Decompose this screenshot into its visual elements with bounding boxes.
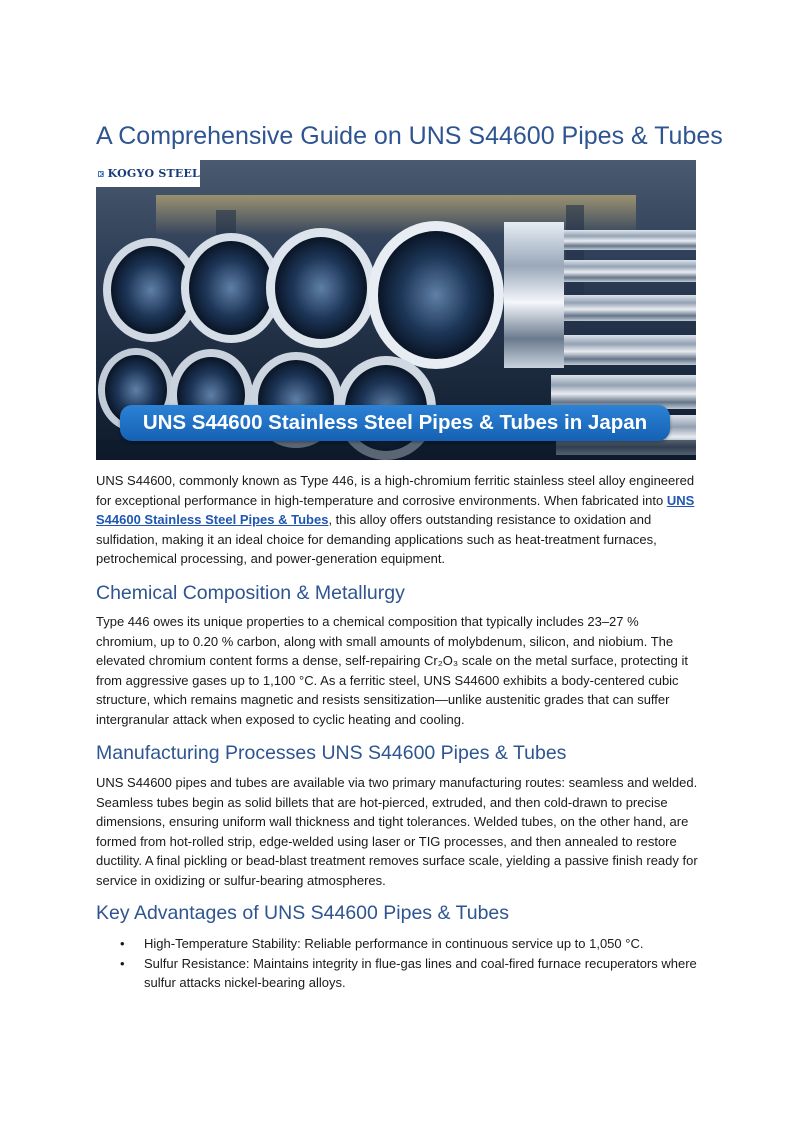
kogyo-k-icon — [98, 164, 104, 184]
list-item-text: High-Temperature Stability: Reliable performance in continuous service up to 1,050 °C. — [144, 936, 644, 951]
intro-text-end: , this alloy offers outstanding resistance to oxidation and sulfidation, making it an ideal choice for demanding applications such as heat-treatment furnaces, petrochemical processing, and power-generation equipment. — [96, 512, 657, 566]
bullet-icon: • — [120, 955, 125, 971]
hero-banner: UNS S44600 Stainless Steel Pipes & Tubes in Japan — [120, 405, 670, 441]
composition-paragraph: Type 446 owes its unique properties to a chemical composition that typically includes 23–27 % chromium, up to 0.20 % carbon, along with small amounts of molybdenum, silicon, and niobium. The elevated chromium content forms a dense, self-repairing Cr₂O₃ scale on the metal surface, protecting it from aggressive gases up to 1,100 °C. As a ferritic steel, UNS S44600 exhibits a body-centered cubic structure, which remains magnetic and resists sensitization—unlike austenitic grades that can suffer intergranular attack when exposed to cyclic heating and cooling. — [96, 614, 689, 727]
kogyo-logo — [96, 160, 200, 187]
section-heading-manufacturing: Manufacturing Processes UNS S44600 Pipes & Tubes — [96, 742, 567, 764]
logo-text: KOGYO STEEL — [107, 167, 200, 180]
list-item — [96, 934, 700, 954]
list-item-text: Sulfur Resistance: Maintains integrity in flue-gas lines and coal-fired furnace recuperators where sulfur attacks nickel-bearing alloys. — [144, 955, 697, 990]
bullet-icon: • — [120, 936, 125, 951]
page-title: A Comprehensive Guide on UNS S44600 Pipes & Tubes — [96, 122, 723, 150]
list-item — [96, 954, 700, 993]
advantages-list — [96, 934, 700, 993]
manufacturing-paragraph: UNS S44600 pipes and tubes are available via two primary manufacturing routes: seamless and welded. Seamless tubes begin as solid billets that are hot-pierced, extruded, and then cold-drawn to precise dimensions, ensuring uniform wall thickness and tight tolerances. Welded tubes, on the other hand, are formed from hot-rolled strip, edge-welded using laser or TIG processes, and then annealed to restore ductility. A final pickling or bead-blast treatment removes surface scale, yielding a passive finish ready for service in oxidizing or sulfur-bearing atmospheres. — [96, 775, 698, 888]
hero-image — [96, 160, 696, 460]
section-heading-advantages: Key Advantages of UNS S44600 Pipes & Tubes — [96, 902, 510, 924]
section-heading-composition: Chemical Composition & Metallurgy — [96, 582, 405, 604]
intro-paragraph — [96, 471, 700, 569]
product-link[interactable]: UNS S44600 Stainless Steel Pipes & Tubes — [96, 492, 695, 527]
intro-text-start: UNS S44600, commonly known as Type 446, is a high-chromium ferritic stainless steel alloy engineered for exceptional performance in high-temperature and corrosive environments. When fabricated into — [96, 473, 695, 508]
